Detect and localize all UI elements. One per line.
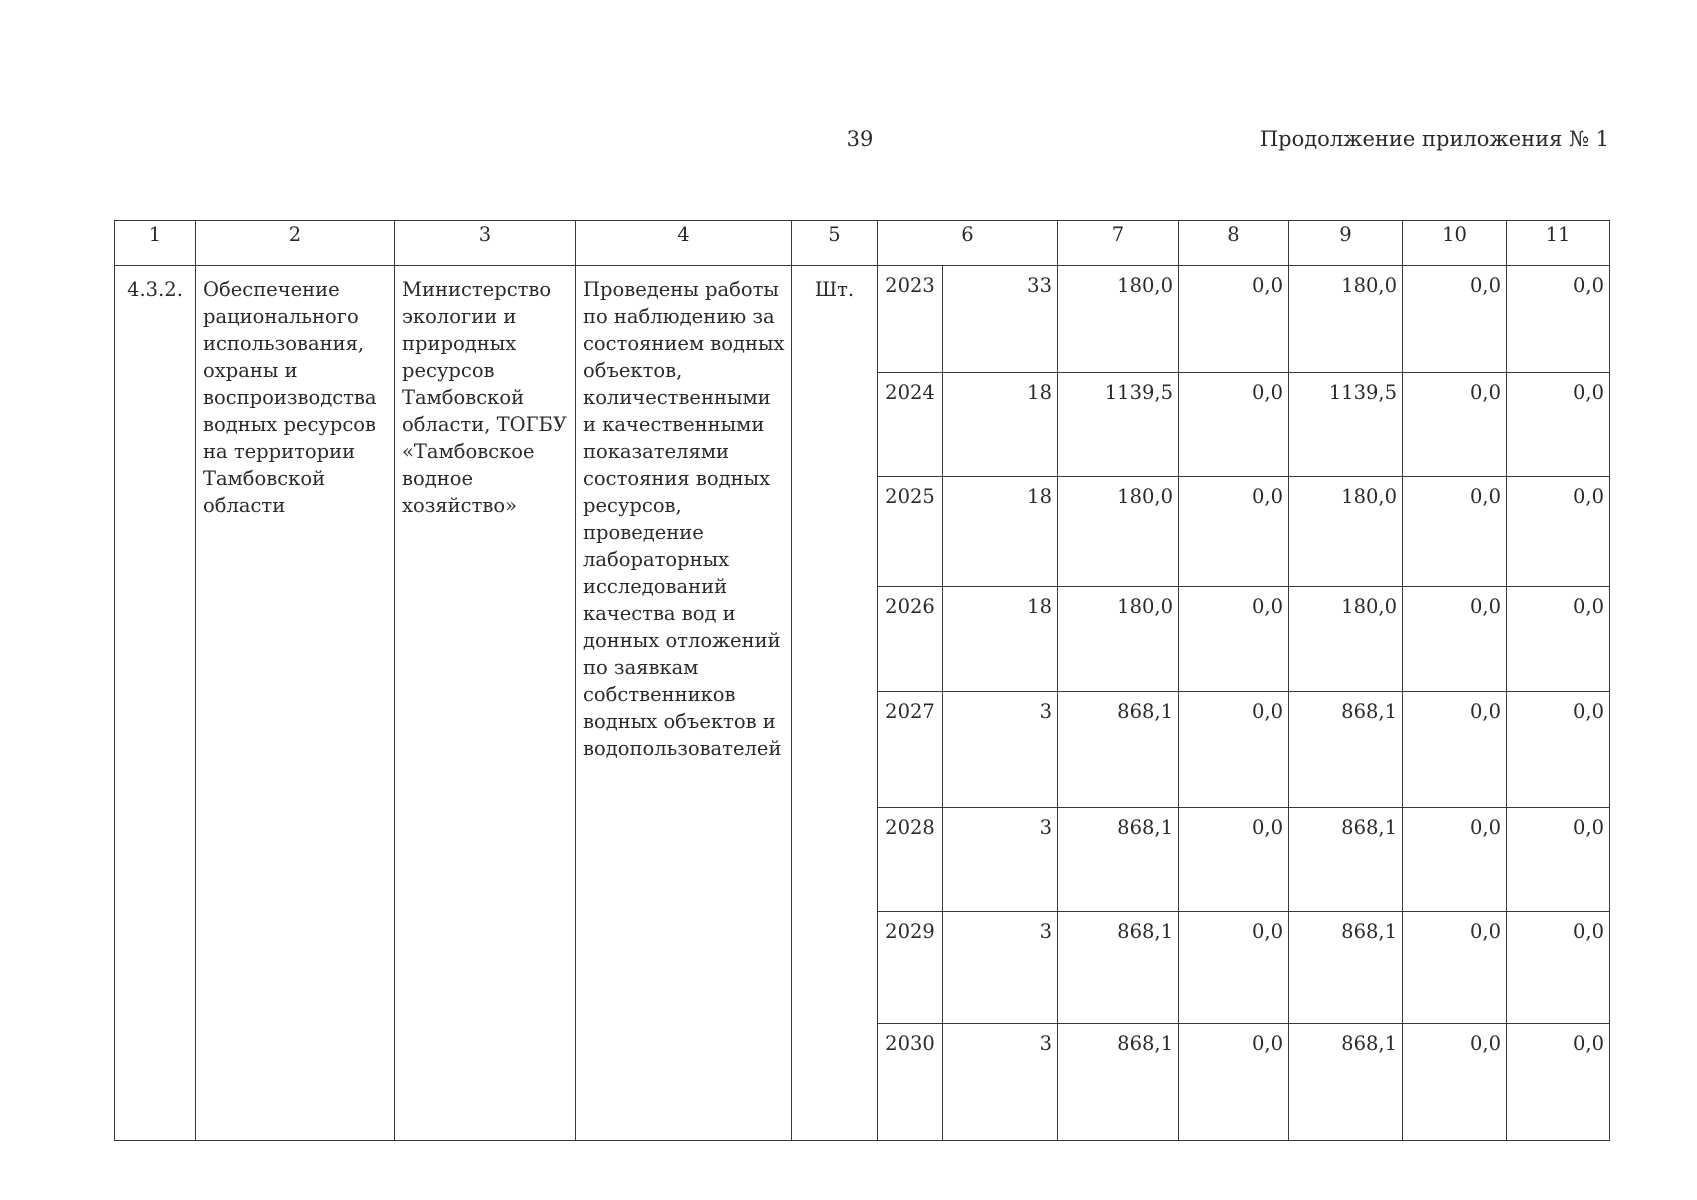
value-cell-9: 868,1: [1289, 808, 1403, 912]
col-header-4: 4: [576, 221, 792, 266]
value-cell-7: 868,1: [1058, 808, 1179, 912]
table-row: [115, 266, 1610, 373]
value-cell-11: 0,0: [1507, 1024, 1610, 1141]
col-header-1: 1: [115, 221, 196, 266]
year-cell: 2023: [878, 266, 943, 373]
value-cell-8: 0,0: [1179, 373, 1289, 477]
year-cell: 2025: [878, 477, 943, 587]
value-cell-10: 0,0: [1403, 587, 1507, 692]
col-header-2: 2: [196, 221, 395, 266]
value-cell-7: 180,0: [1058, 587, 1179, 692]
value-cell-8: 0,0: [1179, 587, 1289, 692]
col-header-9: 9: [1289, 221, 1403, 266]
value-cell-7: 180,0: [1058, 477, 1179, 587]
measure-result: Проведены работы по наблюдению за состоянием водных объектов, количественными и качественными показателями состояния водных ресурсов, проведение лабораторных исследований качества вод и донных отложений по заявкам собственников водных объектов и водопользователей: [576, 266, 792, 1141]
value-cell-9: 180,0: [1289, 266, 1403, 373]
col-header-3: 3: [395, 221, 576, 266]
value-cell-8: 0,0: [1179, 477, 1289, 587]
header-row: [115, 221, 1610, 266]
value-cell-10: 0,0: [1403, 1024, 1507, 1141]
value-cell-8: 0,0: [1179, 808, 1289, 912]
value-cell-11: 0,0: [1507, 692, 1610, 808]
quantity-cell: 3: [943, 1024, 1058, 1141]
measure-executor: Министерство экологии и природных ресурсов Тамбовской области, ТОГБУ «Тамбовское водное хозяйство»: [395, 266, 576, 1141]
measure-name: Обеспечение рационального использования, охраны и воспроизводства водных ресурсов на территории Тамбовской области: [196, 266, 395, 1141]
value-cell-11: 0,0: [1507, 808, 1610, 912]
year-cell: 2029: [878, 912, 943, 1024]
value-cell-11: 0,0: [1507, 477, 1610, 587]
year-cell: 2027: [878, 692, 943, 808]
value-cell-9: 180,0: [1289, 477, 1403, 587]
col-header-8: 8: [1179, 221, 1289, 266]
value-cell-11: 0,0: [1507, 587, 1610, 692]
value-cell-7: 868,1: [1058, 692, 1179, 808]
value-cell-10: 0,0: [1403, 477, 1507, 587]
value-cell-8: 0,0: [1179, 692, 1289, 808]
quantity-cell: 18: [943, 373, 1058, 477]
quantity-cell: 3: [943, 912, 1058, 1024]
value-cell-10: 0,0: [1403, 692, 1507, 808]
col-header-7: 7: [1058, 221, 1179, 266]
year-cell: 2026: [878, 587, 943, 692]
value-cell-10: 0,0: [1403, 808, 1507, 912]
col-header-10: 10: [1403, 221, 1507, 266]
value-cell-8: 0,0: [1179, 266, 1289, 373]
value-cell-7: 1139,5: [1058, 373, 1179, 477]
quantity-cell: 18: [943, 587, 1058, 692]
value-cell-9: 868,1: [1289, 692, 1403, 808]
value-cell-7: 868,1: [1058, 912, 1179, 1024]
quantity-cell: 3: [943, 808, 1058, 912]
quantity-cell: 33: [943, 266, 1058, 373]
continuation-label: Продолжение приложения № 1: [1259, 127, 1609, 151]
measure-unit: Шт.: [792, 266, 878, 1141]
value-cell-10: 0,0: [1403, 912, 1507, 1024]
value-cell-10: 0,0: [1403, 373, 1507, 477]
col-header-6: 6: [878, 221, 1058, 266]
value-cell-11: 0,0: [1507, 266, 1610, 373]
value-cell-7: 868,1: [1058, 1024, 1179, 1141]
value-cell-9: 868,1: [1289, 912, 1403, 1024]
col-header-5: 5: [792, 221, 878, 266]
value-cell-7: 180,0: [1058, 266, 1179, 373]
value-cell-10: 0,0: [1403, 266, 1507, 373]
value-cell-8: 0,0: [1179, 1024, 1289, 1141]
year-cell: 2024: [878, 373, 943, 477]
value-cell-9: 868,1: [1289, 1024, 1403, 1141]
year-cell: 2028: [878, 808, 943, 912]
year-cell: 2030: [878, 1024, 943, 1141]
program-table: [114, 220, 1610, 1141]
value-cell-11: 0,0: [1507, 912, 1610, 1024]
value-cell-9: 1139,5: [1289, 373, 1403, 477]
quantity-cell: 3: [943, 692, 1058, 808]
quantity-cell: 18: [943, 477, 1058, 587]
value-cell-11: 0,0: [1507, 373, 1610, 477]
value-cell-9: 180,0: [1289, 587, 1403, 692]
measure-code: 4.3.2.: [115, 266, 196, 1141]
value-cell-8: 0,0: [1179, 912, 1289, 1024]
col-header-11: 11: [1507, 221, 1610, 266]
